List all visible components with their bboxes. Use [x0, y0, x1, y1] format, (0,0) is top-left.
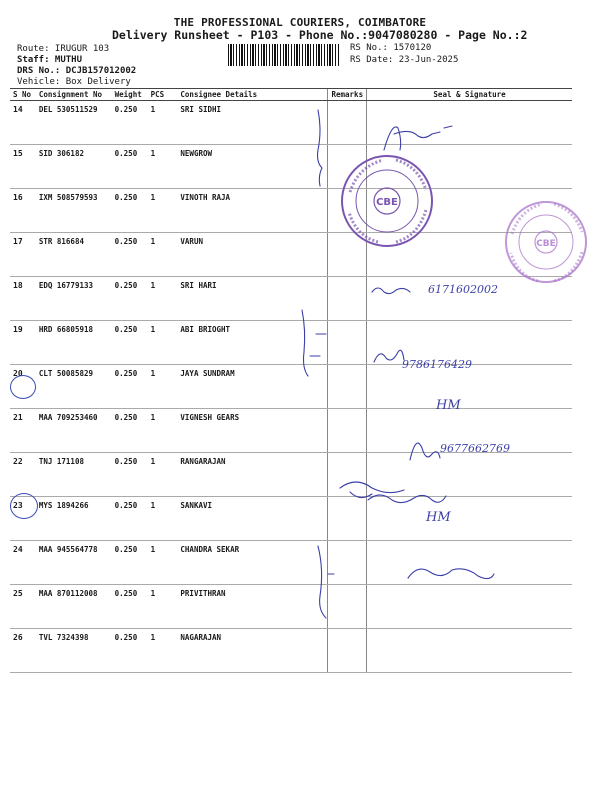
cell-sno: 24	[10, 541, 36, 585]
handwritten-initials-row-24: HM	[426, 510, 451, 525]
cell-sno: 15	[10, 145, 36, 189]
cell-consignee: SANKAVI	[177, 497, 328, 541]
cell-consignment: MAA 709253460	[36, 409, 112, 453]
cell-pcs: 1	[148, 233, 178, 277]
cell-sno: 20	[10, 365, 36, 409]
cell-consignee: CHANDRA SEKAR	[177, 541, 328, 585]
cell-sno: 21	[10, 409, 36, 453]
vehicle-label: Vehicle: Box Delivery	[17, 77, 131, 87]
cell-consignee: ABI BRIOGHT	[177, 321, 328, 365]
cell-pcs: 1	[148, 189, 178, 233]
cell-consignee: VIGNESH GEARS	[177, 409, 328, 453]
cell-pcs: 1	[148, 101, 178, 145]
cell-consignment: SID 306182	[36, 145, 112, 189]
cell-consignee: JAYA SUNDRAM	[177, 365, 328, 409]
header-pcs: PCS	[148, 89, 178, 101]
cell-weight: 0.250	[112, 541, 148, 585]
cell-consignee: VINOTH RAJA	[177, 189, 328, 233]
cell-weight: 0.250	[112, 409, 148, 453]
staff-label: Staff: MUTHU	[17, 55, 83, 65]
stamp-text: CBE	[536, 239, 556, 249]
cell-consignee: RANGARAJAN	[177, 453, 328, 497]
cell-sno: 25	[10, 585, 36, 629]
cell-consignment: DEL 530511529	[36, 101, 112, 145]
cell-consignee: VARUN	[177, 233, 328, 277]
signature-row-20	[374, 350, 404, 362]
cell-pcs: 1	[148, 585, 178, 629]
cell-sno: 19	[10, 321, 36, 365]
cell-weight: 0.250	[112, 585, 148, 629]
cell-weight: 0.250	[112, 497, 148, 541]
signature-row-26	[408, 569, 494, 579]
handwritten-phone-row-22: 9677662769	[440, 442, 510, 455]
handwritten-phone-row-20: 9786176429	[402, 358, 472, 371]
cell-pcs: 1	[148, 365, 178, 409]
header-sno: S No	[10, 89, 36, 101]
header-weight: Weight	[112, 89, 148, 101]
cell-consignment: TVL 7324398	[36, 629, 112, 673]
stamp-text: CBE	[376, 197, 398, 208]
cell-pcs: 1	[148, 277, 178, 321]
cell-consignment: MYS 1894266	[36, 497, 112, 541]
cell-sno: 22	[10, 453, 36, 497]
cell-weight: 0.250	[112, 277, 148, 321]
cell-weight: 0.250	[112, 453, 148, 497]
bracket-mark-rows-25-26	[318, 546, 334, 618]
cell-consignment: EDQ 16779133	[36, 277, 112, 321]
company-title: THE PROFESSIONAL COURIERS, COIMBATORE	[173, 16, 427, 29]
cell-consignment: TNJ 171108	[36, 453, 112, 497]
cell-consignment: HRD 66805918	[36, 321, 112, 365]
cell-sno: 17	[10, 233, 36, 277]
cell-sno: 18	[10, 277, 36, 321]
cell-pcs: 1	[148, 145, 178, 189]
cell-weight: 0.250	[112, 321, 148, 365]
cell-consignment: MAA 945564778	[36, 541, 112, 585]
header-consignment: Consignment No	[36, 89, 112, 101]
drs-number: DRS No.: DCJB157012002	[17, 66, 137, 76]
signature-row-18	[372, 288, 410, 294]
signature-row-14	[384, 126, 452, 150]
cell-consignee: SRI HARI	[177, 277, 328, 321]
cell-weight: 0.250	[112, 101, 148, 145]
cell-consignee: SRI SIDHI	[177, 101, 328, 145]
cell-pcs: 1	[148, 453, 178, 497]
signature-row-23	[340, 482, 404, 498]
bracket-mark-rows-14-16	[318, 110, 323, 186]
cell-consignment: CLT 50085829	[36, 365, 112, 409]
cell-pcs: 1	[148, 629, 178, 673]
cell-sno: 23	[10, 497, 36, 541]
rs-number: RS No.: 1570120	[350, 43, 432, 53]
cell-pcs: 1	[148, 321, 178, 365]
handwritten-phone-row-18: 6171602002	[428, 283, 498, 296]
cell-consignment: IXM 508579593	[36, 189, 112, 233]
cell-weight: 0.250	[112, 233, 148, 277]
bracket-mark-rows-19-20	[302, 310, 326, 376]
cell-consignee: NEWGROW	[177, 145, 328, 189]
cell-weight: 0.250	[112, 365, 148, 409]
handwritten-initials-row-21: HM	[436, 398, 461, 413]
cell-consignee: PRIVITHRAN	[177, 585, 328, 629]
cell-pcs: 1	[148, 541, 178, 585]
rs-date: RS Date: 23-Jun-2025	[350, 55, 459, 65]
cell-consignment: STR 816684	[36, 233, 112, 277]
cell-weight: 0.250	[112, 629, 148, 673]
signature-row-22	[410, 443, 440, 460]
cell-weight: 0.250	[112, 145, 148, 189]
cell-consignment: MAA 870112008	[36, 585, 112, 629]
header-remarks: Remarks	[328, 89, 367, 101]
route-label: Route: IRUGUR 103	[17, 44, 110, 54]
header-signature: Seal & Signature	[367, 89, 572, 101]
cell-consignee: NAGARAJAN	[177, 629, 328, 673]
cell-sno: 14	[10, 101, 36, 145]
runsheet-subtitle: Delivery Runsheet - P103 - Phone No.:9047080280 - Page No.:2	[112, 28, 528, 42]
cell-pcs: 1	[148, 409, 178, 453]
cell-pcs: 1	[148, 497, 178, 541]
cell-weight: 0.250	[112, 189, 148, 233]
header-consignee: Consignee Details	[177, 89, 328, 101]
cell-sno: 16	[10, 189, 36, 233]
signature-row-24	[368, 495, 446, 503]
cell-sno: 26	[10, 629, 36, 673]
